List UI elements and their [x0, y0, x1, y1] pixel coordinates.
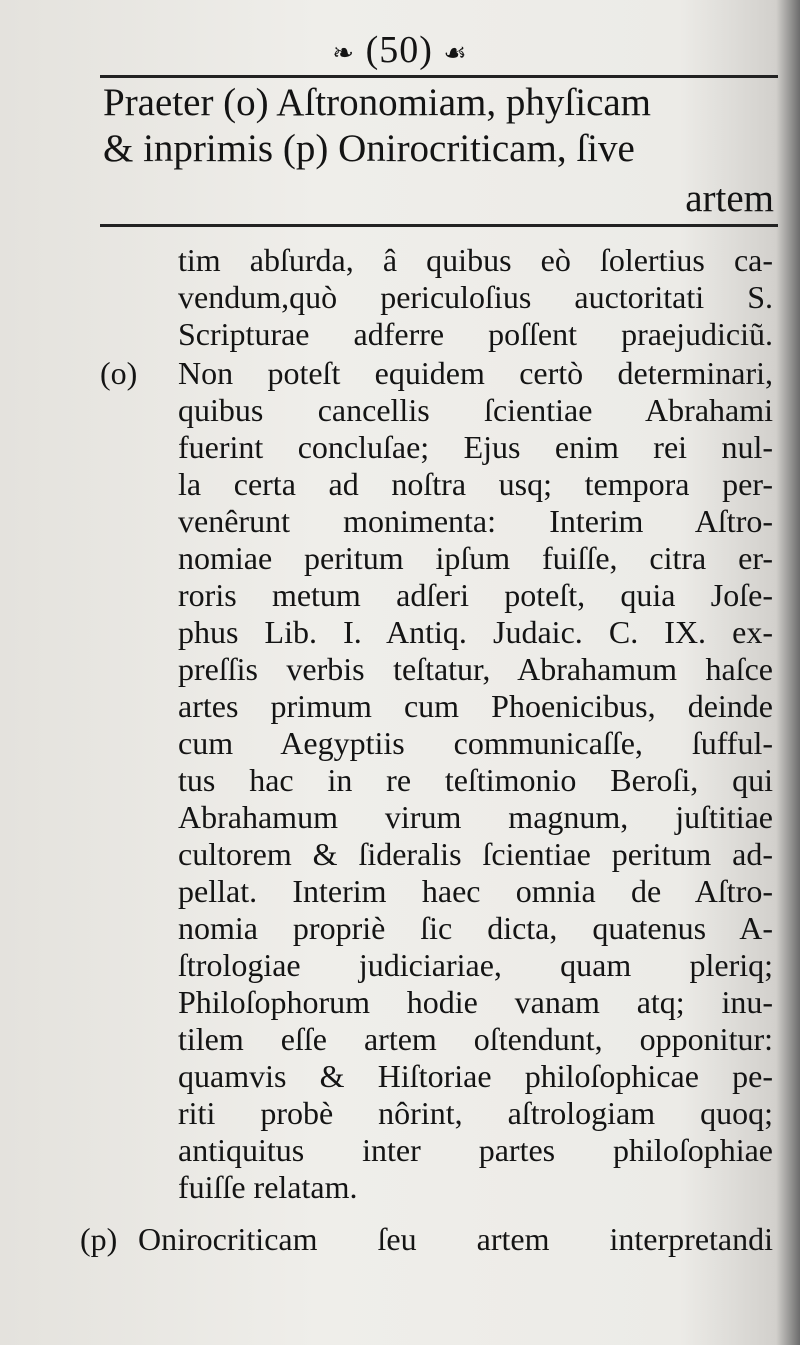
- page-number: (50): [365, 29, 433, 71]
- page-header: [0, 28, 800, 72]
- note-o-line: ſtrologiae judiciariae, quam pleriq;: [178, 947, 773, 983]
- ornament-left-icon: ❧: [332, 38, 356, 68]
- bottom-rule: [100, 224, 778, 227]
- note-o-line: pellat. Interim haec omnia de Aſtro-: [178, 873, 773, 909]
- note-o-line: fuiſſe relatam.: [178, 1169, 358, 1205]
- note-o-line: nomia propriè ſic dicta, quatenus A-: [178, 910, 773, 946]
- ornament-right-icon: ☙: [443, 38, 468, 68]
- top-rule: [100, 75, 778, 78]
- note-o-line: nomiae peritum ipſum fuiſſe, citra er-: [178, 540, 773, 576]
- note-o-marker: (o): [100, 355, 138, 391]
- argument-line-3: artem: [685, 177, 774, 220]
- note-o-line: la certa ad noſtra usq; tempora per-: [178, 466, 773, 502]
- note-o-line: phus Lib. I. Antiq. Judaic. C. IX. ex-: [178, 614, 773, 650]
- note-o-line: riti probè nôrint, aſtrologiam quoq;: [178, 1095, 773, 1131]
- note-o-line: cum Aegyptiis communicaſſe, ſufful-: [178, 725, 773, 761]
- note-o-line: preſſis verbis teſtatur, Abrahamum haſce: [178, 651, 773, 687]
- note-o-line: quibus cancellis ſcientiae Abrahami: [178, 392, 773, 428]
- note-o-line: tus hac in re teſtimonio Beroſi, qui: [178, 762, 773, 798]
- note-o-line: fuerint concluſae; Ejus enim rei nul-: [178, 429, 773, 465]
- argument-line-2: & inprimis (p) Onirocriticam, ſive: [103, 127, 635, 170]
- note-o-line: tilem eſſe artem oſtendunt, opponitur:: [178, 1021, 773, 1057]
- note-o-line: Philoſophorum hodie vanam atq; inu-: [178, 984, 773, 1020]
- note-o-line: roris metum adſeri poteſt, quia Joſe-: [178, 577, 773, 613]
- note-o-line: quamvis & Hiſtoriae philoſophicae pe-: [178, 1058, 773, 1094]
- argument-line-1: Praeter (o) Aſtronomiam, phyſicam: [103, 81, 652, 124]
- note-p-line: Onirocriticam ſeu artem interpretandi: [138, 1221, 773, 1257]
- footnote-line: Scripturae adferre poſſent praejudiciũ.: [178, 316, 773, 352]
- footnote-line: vendum,quò periculoſius auctoritati S.: [178, 279, 773, 315]
- note-o-line: cultorem & ſideralis ſcientiae peritum ad-: [178, 836, 773, 872]
- footnote-line: tim abſurda, â quibus eò ſolertius ca-: [178, 242, 773, 278]
- note-o-line: Non poteſt equidem certò determinari,: [178, 355, 773, 391]
- note-o-line: artes primum cum Phoenicibus, deinde: [178, 688, 773, 724]
- note-o-line: antiquitus inter partes philoſophiae: [178, 1132, 773, 1168]
- note-o-line: Abrahamum virum magnum, juſtitiae: [178, 799, 773, 835]
- note-p-marker: (p): [80, 1221, 118, 1257]
- note-o-line: venêrunt monimenta: Interim Aſtro-: [178, 503, 773, 539]
